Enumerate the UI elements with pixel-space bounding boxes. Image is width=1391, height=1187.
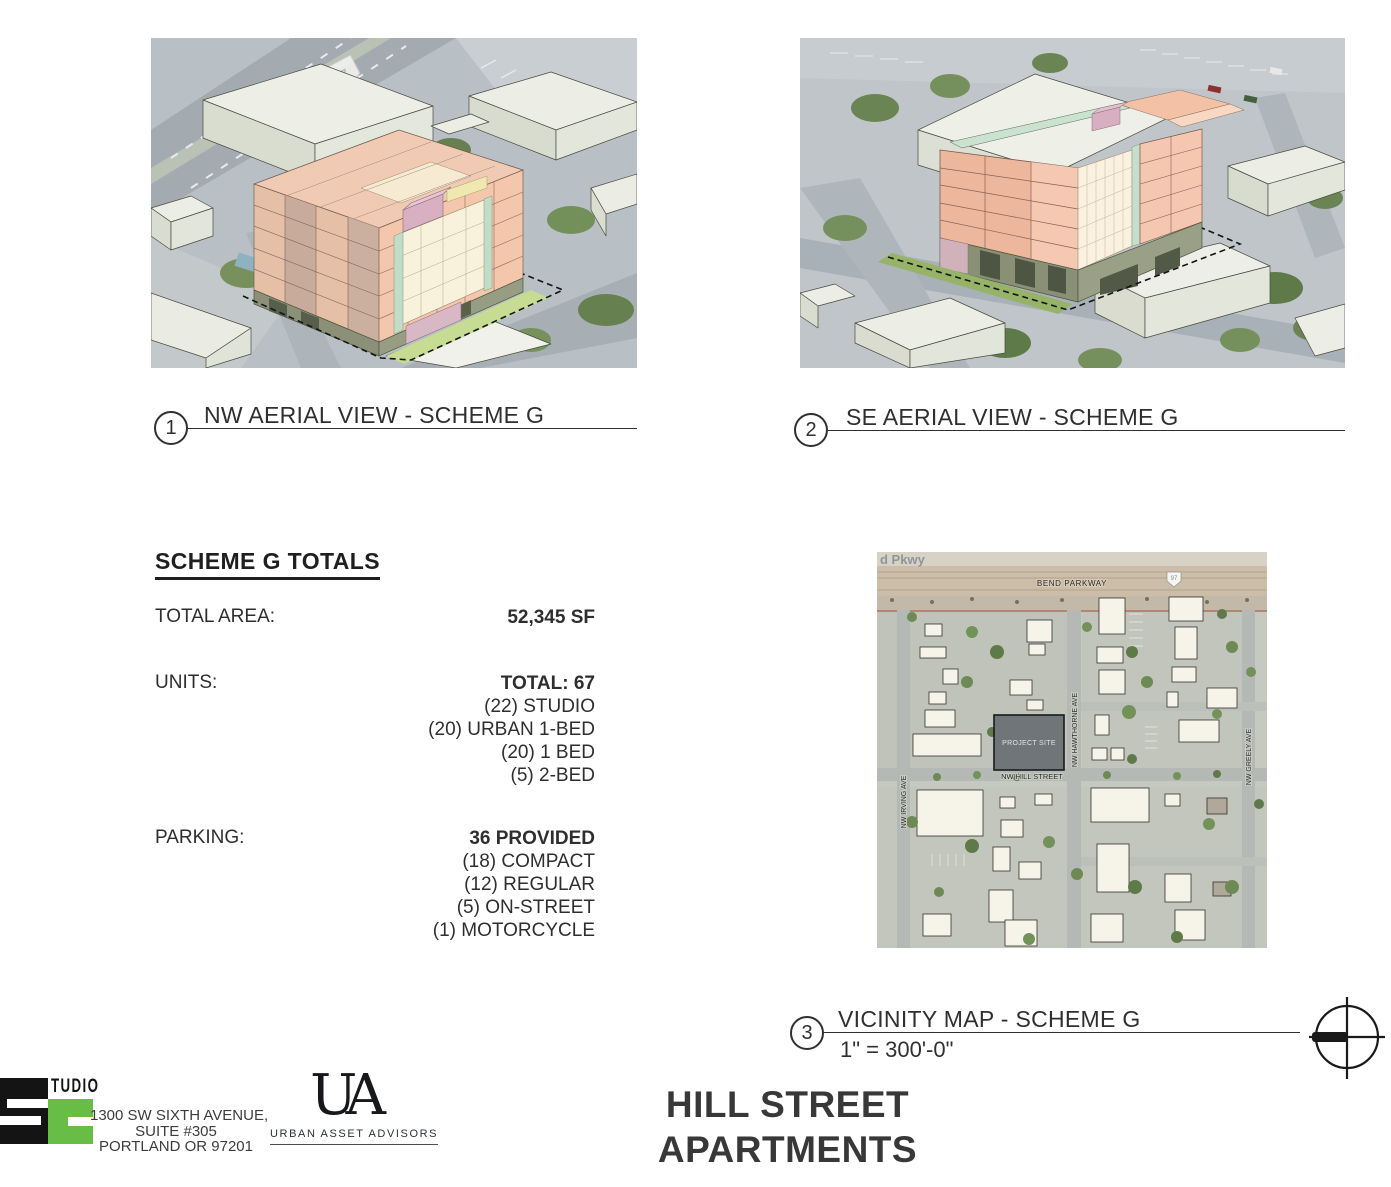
figure-2-number <box>794 413 828 447</box>
totals-section <box>155 548 380 580</box>
logo-stripe <box>0 1116 41 1125</box>
project-site <box>994 715 1064 770</box>
parking-values <box>155 827 595 942</box>
project-site-label: PROJECT SITE <box>1002 740 1056 747</box>
project-title <box>600 1082 975 1172</box>
figure-3-underline <box>824 1032 1300 1033</box>
figure-1-number-text: 1 <box>165 416 177 439</box>
figure-2-underline <box>828 430 1345 431</box>
units-detail: (5) 2-BED <box>510 765 595 786</box>
studio-se-logo <box>0 1078 48 1144</box>
bend-parkway-label: BEND PARKWAY <box>1036 579 1108 588</box>
ua-logo <box>270 1063 439 1145</box>
figure-1-underline <box>188 428 637 429</box>
figure-3-number-text: 3 <box>801 1021 813 1044</box>
units-detail: (22) STUDIO <box>484 696 595 717</box>
parking-detail: (18) COMPACT <box>462 851 595 872</box>
ua-wordmark: URBAN ASSET ADVISORS <box>270 1128 438 1145</box>
figure-1-number <box>154 411 188 445</box>
ua-monogram: UA <box>310 1063 376 1128</box>
figure-1-title: NW AERIAL VIEW - SCHEME G <box>204 402 545 428</box>
parking-detail: (1) MOTORCYCLE <box>432 920 595 941</box>
total-area-value <box>155 606 595 629</box>
se-aerial-rendering <box>800 38 1345 368</box>
map-watermark: d Pkwy <box>880 552 925 567</box>
address-line: SUITE #305 <box>135 1122 217 1140</box>
address-line: PORTLAND OR 97201 <box>99 1138 253 1155</box>
shield-number: 97 <box>1170 576 1178 582</box>
units-total: TOTAL: 67 <box>500 673 595 694</box>
parking-total: 36 PROVIDED <box>469 828 595 849</box>
address-line: 1300 SW SIXTH AVENUE, <box>90 1107 269 1124</box>
studio-logo-green-block <box>48 1099 93 1144</box>
total-area-amount: 52,345 SF <box>507 607 595 628</box>
hill-street-label: NW HILL STREET <box>1001 772 1063 781</box>
irving-ave-label: NW IRVING AVE <box>901 775 908 829</box>
parking-detail: (12) REGULAR <box>464 874 595 895</box>
studio-logo-wordmark: TUDIO <box>51 1076 100 1097</box>
figure-3-number <box>790 1016 824 1050</box>
units-detail: (20) URBAN 1-BED <box>428 719 595 740</box>
totals-heading: SCHEME G TOTALS <box>155 548 380 580</box>
figure-3-scale: 1" = 300'-0" <box>840 1037 954 1062</box>
studio-address <box>90 1107 269 1155</box>
parking-label: PARKING: <box>155 827 245 848</box>
project-title-line1: HILL STREET <box>665 1084 910 1125</box>
figure-3-title: VICINITY MAP - SCHEME G <box>838 1006 1141 1032</box>
total-area-label: TOTAL AREA: <box>155 606 276 627</box>
logo-stripe <box>7 1099 48 1108</box>
units-detail: (20) 1 BED <box>501 742 595 763</box>
vicinity-map-image <box>877 552 1267 948</box>
greely-ave-label: NW GREELY AVE <box>1246 728 1253 786</box>
hawthorne-ave-label: NW HAWTHORNE AVE <box>1072 692 1079 768</box>
nw-aerial-rendering <box>151 38 637 368</box>
figure-2-title: SE AERIAL VIEW - SCHEME G <box>846 404 1179 430</box>
north-arrow-icon <box>1307 995 1389 1083</box>
figure-2-number-text: 2 <box>805 418 817 441</box>
units-label: UNITS: <box>155 672 218 693</box>
units-values <box>155 672 595 787</box>
parking-detail: (5) ON-STREET <box>456 897 595 918</box>
project-title-line2: APARTMENTS <box>657 1129 918 1170</box>
